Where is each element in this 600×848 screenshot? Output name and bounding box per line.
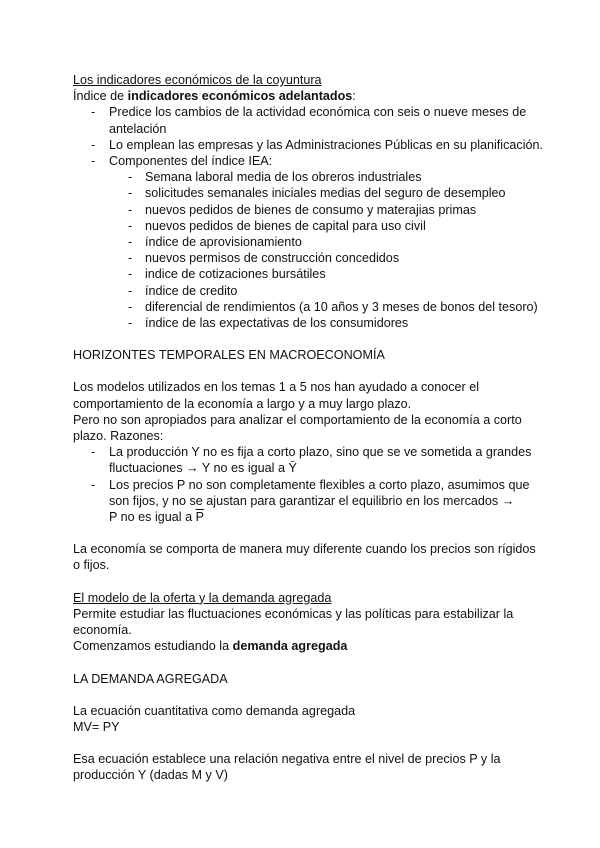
section-title-horizontes: HORIZONTES TEMPORALES EN MACROECONOMÍA bbox=[73, 348, 385, 363]
section-title-indicadores: Los indicadores económicos de la coyuntura bbox=[73, 73, 322, 87]
document-page bbox=[73, 72, 543, 784]
component-item: - Semana laboral media de los obreros industriales bbox=[128, 170, 422, 185]
component-item: - índice de aprovisionamiento bbox=[128, 235, 302, 250]
equation: MV= PY bbox=[73, 719, 120, 734]
paragraph: Esa ecuación establece una relación negativa entre el nivel de precios P y la producción Y (dadas M y V) bbox=[73, 752, 501, 783]
paragraph: Permite estudiar las fluctuaciones económicas y las políticas para estabilizar la economía. bbox=[73, 606, 514, 638]
paragraph: La ecuación cuantitativa como demanda agregada bbox=[73, 703, 356, 718]
list-item: - Predice los cambios de la actividad económica con seis o nueve meses de antelación bbox=[91, 105, 527, 136]
component-list bbox=[73, 169, 543, 331]
list-item: - Los precios P no son completamente flexibles a corto plazo, asumimos que son fijos, y no se ajustan para garantizar el equilibrio en los mercados → P no es igual a $\overline{P}$ bbox=[91, 477, 530, 525]
component-item: - índice de credito bbox=[128, 283, 238, 298]
component-item: - índice de las expectativas de los consumidores bbox=[128, 316, 409, 331]
paragraph: Pero no son apropiados para analizar el comportamiento de la economía a corto plazo. Razones: bbox=[73, 412, 522, 444]
component-item: - diferencial de rendimientos (a 10 años y 3 meses de bonos del tesoro) bbox=[128, 299, 538, 314]
paragraph: La economía se comporta de manera muy diferente cuando los precios son rígidos o fijos. bbox=[73, 542, 536, 573]
component-item: - indice de cotizaciones bursátiles bbox=[128, 267, 326, 282]
list-item: - Lo emplean las empresas y las Administraciones Públicas en su planificación. bbox=[91, 137, 544, 152]
list-item: - Componentes del índice IEA: - Semana laboral media de los obreros industriales - solicitudes semanales iniciales medias del seguro de desempleo - nuevos pedidos de bienes de consumo y materajias primas - nuevos pedidos de bienes de capital para uso civil - índice de aprovisionamiento - nuevos permisos de construcción concedidos - indice de cotizaciones bursátiles - índice de credito - diferencial de rendimientos (a 10 años y 3 meses de bonos del tesoro) - índice de las expectativas de los consumidores bbox=[73, 153, 543, 331]
component-item: - nuevos pedidos de bienes de consumo y materajias primas bbox=[128, 202, 477, 217]
component-item: - solicitudes semanales iniciales medias del seguro de desempleo bbox=[128, 186, 506, 201]
indicator-list bbox=[73, 104, 543, 331]
reasons-list bbox=[73, 444, 543, 525]
paragraph: Los modelos utilizados en los temas 1 a 5 nos han ayudado a conocer el comportamiento de la economía a largo y a muy largo plazo. bbox=[73, 380, 480, 411]
intro-line: Índice de indicadores económicos adelantados: bbox=[73, 89, 356, 104]
list-item: - La producción Y no es fija a corto plazo, sino que se ve sometida a grandes fluctuaciones → Y no es igual a Ȳ bbox=[91, 445, 532, 476]
component-item: - nuevos pedidos de bienes de capital para uso civil bbox=[128, 218, 426, 233]
section-title-demanda: LA DEMANDA AGREGADA bbox=[73, 671, 228, 686]
section-title-modelo: El modelo de la oferta y la demanda agregada bbox=[73, 590, 332, 605]
paragraph: Comenzamos estudiando la demanda agregada bbox=[73, 639, 348, 654]
component-item: - nuevos permisos de construcción concedidos bbox=[128, 251, 400, 266]
